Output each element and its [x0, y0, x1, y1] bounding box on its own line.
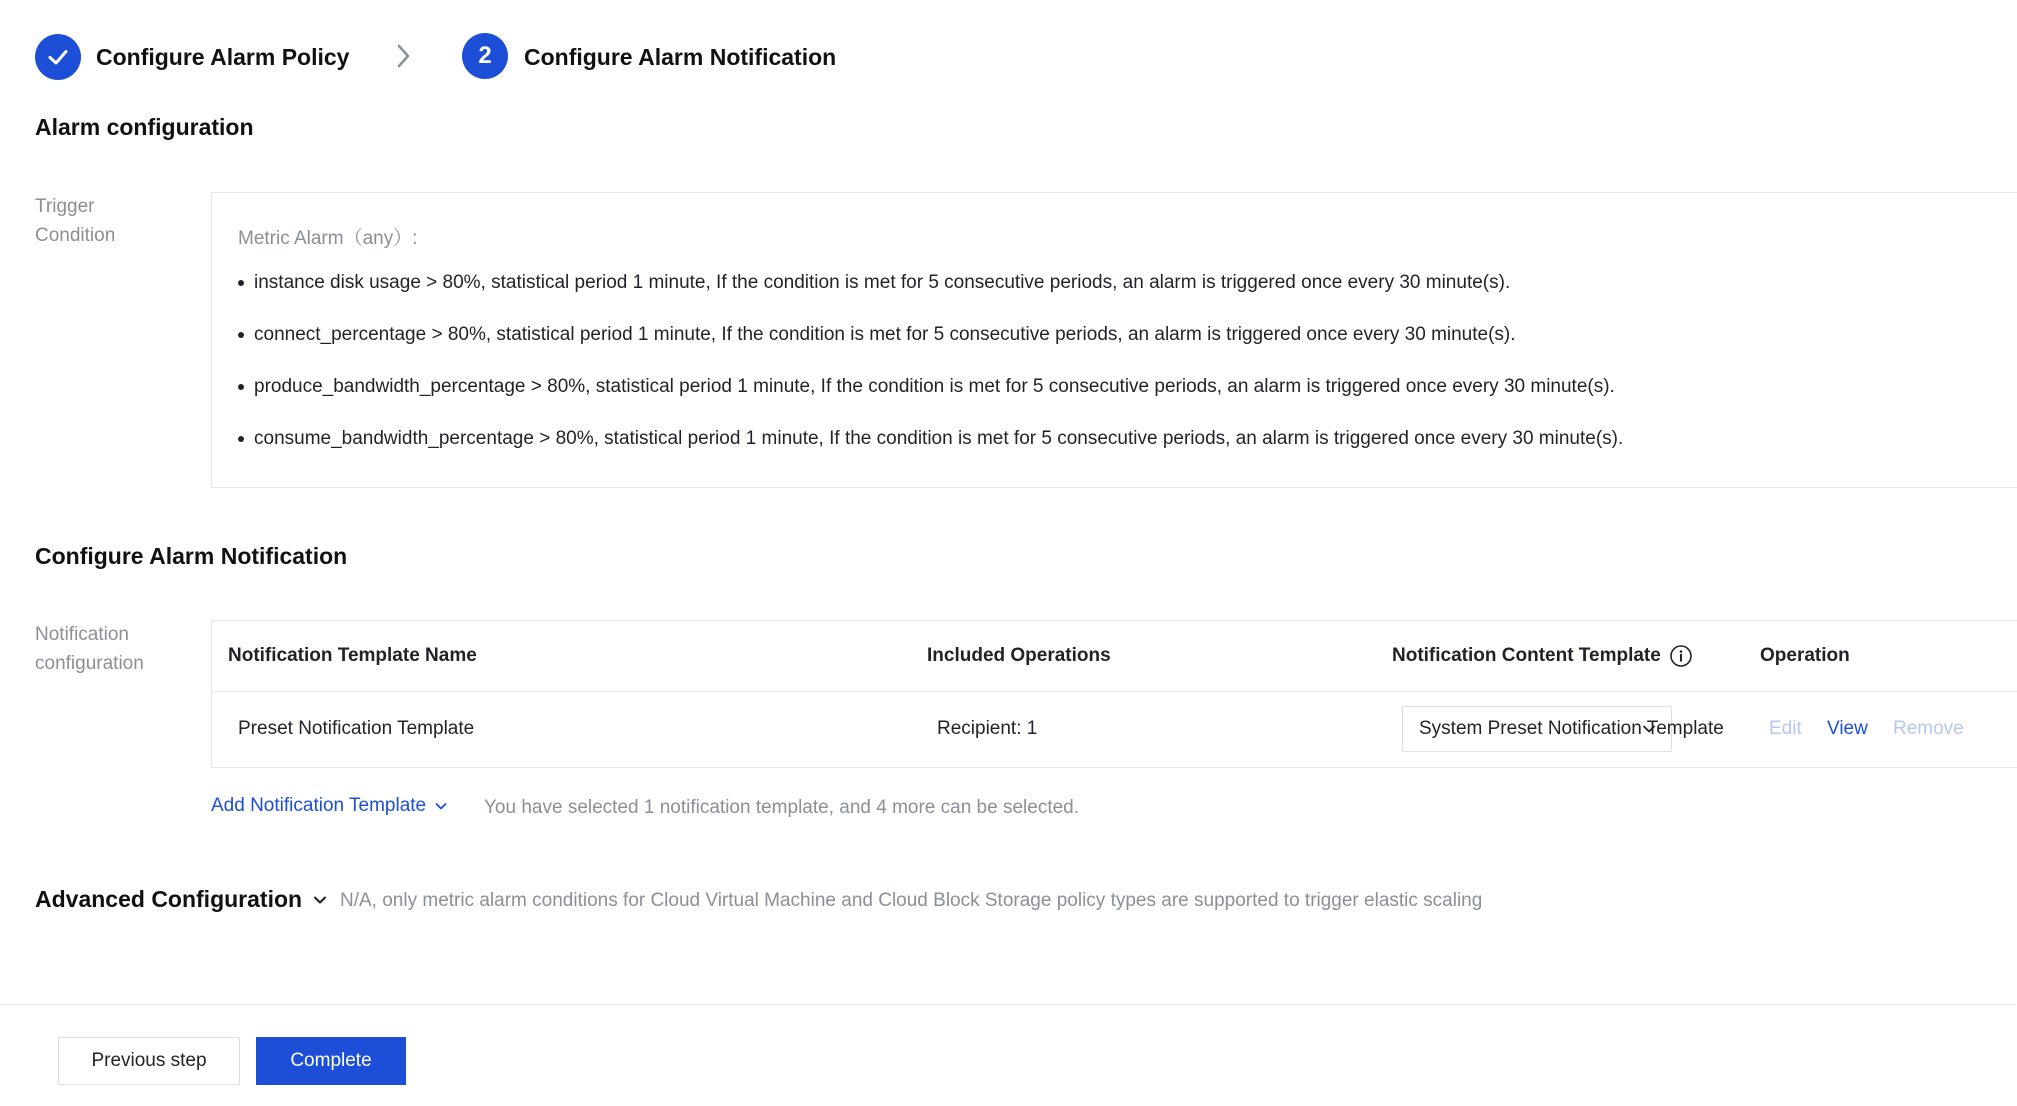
step-2-circle [462, 33, 508, 79]
notification-table [211, 620, 2017, 768]
included-operations-cell: Recipient: 1 [937, 718, 1038, 739]
check-icon [46, 45, 70, 69]
condition-item-3 [238, 376, 1615, 398]
content-template-select-value: System Preset Notification Template [1419, 718, 1724, 739]
chevron-down-icon [312, 892, 328, 908]
alarm-config-title: Alarm configuration [35, 114, 254, 140]
edit-link-label: Edit [1769, 718, 1802, 739]
previous-step-button[interactable]: Previous step [58, 1037, 240, 1085]
condition-item-2 [238, 324, 1516, 346]
step-1-label[interactable]: Configure Alarm Policy [96, 44, 350, 70]
info-icon[interactable] [1669, 644, 1693, 668]
step-1-done-icon [35, 34, 81, 80]
add-notification-template-dropdown[interactable] [211, 795, 448, 817]
remove-link[interactable] [1893, 692, 1964, 766]
footer-divider [0, 1004, 2016, 1005]
advanced-config-toggle[interactable] [35, 886, 328, 913]
view-link[interactable] [1827, 692, 1868, 766]
condition-text: consume_bandwidth_percentage > 80%, statistical period 1 minute, If the condition is met for 5 consecutive periods, an alarm is triggered once every 30 minute(s). [254, 428, 1624, 449]
remove-link-label: Remove [1893, 718, 1964, 739]
complete-button[interactable]: Complete [256, 1037, 406, 1085]
trigger-condition-label [35, 192, 185, 250]
step-2-number: 2 [478, 42, 492, 69]
condition-text: produce_bandwidth_percentage > 80%, statistical period 1 minute, If the condition is met for 5 consecutive periods, an alarm is triggered once every 30 minute(s). [254, 376, 1615, 397]
bullet-icon [238, 280, 244, 286]
notification-section-title: Configure Alarm Notification [35, 543, 348, 569]
column-header-template-name: Notification Template Name [228, 645, 477, 666]
advanced-config-title: Advanced Configuration [35, 886, 303, 912]
condition-item-4 [238, 428, 1623, 450]
column-header-content-template [1392, 621, 1693, 691]
metric-alarm-title: Metric Alarm（any）: [238, 228, 418, 249]
table-header [212, 621, 2017, 692]
trigger-condition-box [211, 192, 2017, 488]
view-link-label: View [1827, 718, 1868, 739]
bullet-icon [238, 436, 244, 442]
condition-text: connect_percentage > 80%, statistical period 1 minute, If the condition is met for 5 consecutive periods, an alarm is triggered once every 30 minute(s). [254, 324, 1516, 345]
selected-templates-info: You have selected 1 notification template, and 4 more can be selected. [484, 797, 1080, 818]
step-2-label: Configure Alarm Notification [524, 44, 837, 70]
chevron-down-icon [1641, 721, 1657, 737]
trigger-label-line2: Condition [35, 225, 116, 246]
notification-config-label [35, 620, 185, 678]
table-row [212, 692, 2017, 766]
template-name-cell: Preset Notification Template [238, 718, 475, 739]
column-header-content-template-label: Notification Content Template [1392, 645, 1661, 666]
chevron-down-icon [434, 799, 448, 813]
trigger-label-line1: Trigger [35, 196, 95, 217]
edit-link[interactable] [1769, 692, 1802, 766]
column-header-operation: Operation [1760, 645, 1850, 666]
condition-text: instance disk usage > 80%, statistical period 1 minute, If the condition is met for 5 consecutive periods, an alarm is triggered once every 30 minute(s). [254, 272, 1511, 293]
advanced-config-note: N/A, only metric alarm conditions for Cloud Virtual Machine and Cloud Block Storage policy types are supported to trigger elastic scaling [340, 890, 1483, 911]
condition-item-1 [238, 272, 1510, 294]
add-notification-template-label: Add Notification Template [211, 795, 427, 816]
notification-label-line2: configuration [35, 653, 144, 674]
bullet-icon [238, 332, 244, 338]
notification-label-line1: Notification [35, 624, 129, 645]
chevron-right-icon [394, 43, 412, 74]
bullet-icon [238, 384, 244, 390]
content-template-select[interactable] [1402, 706, 1724, 752]
column-header-included-operations: Included Operations [927, 645, 1111, 666]
